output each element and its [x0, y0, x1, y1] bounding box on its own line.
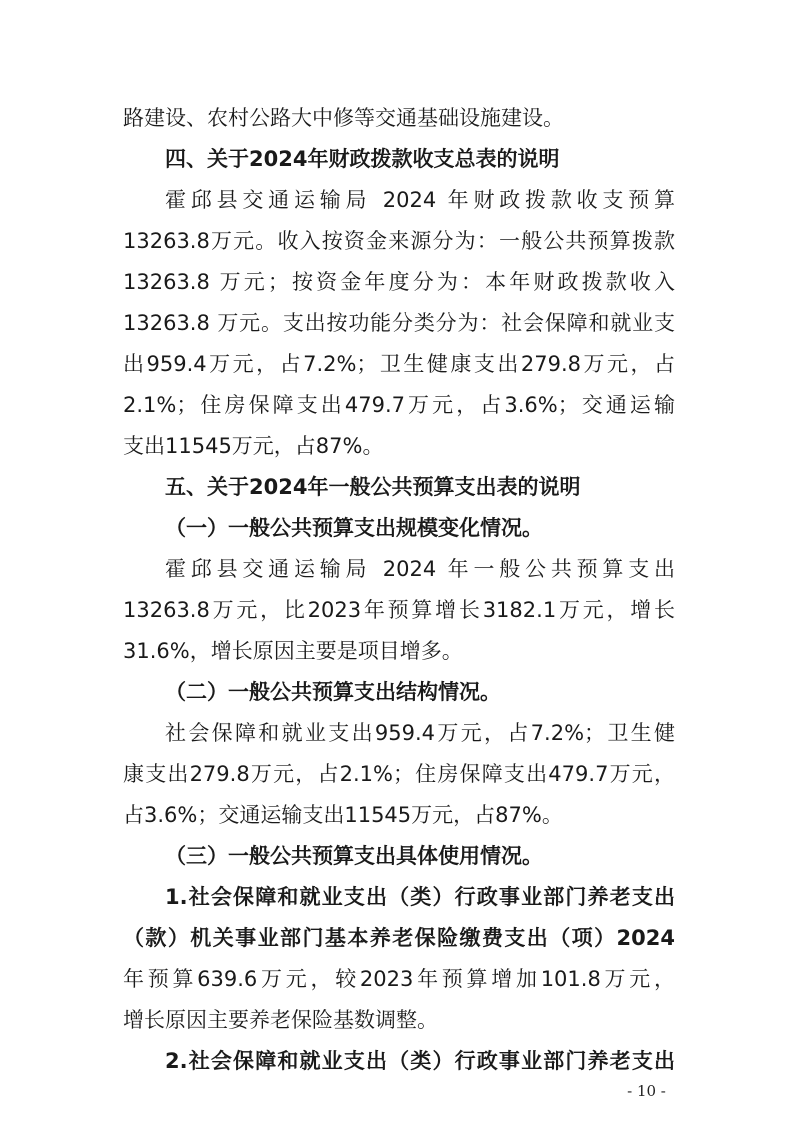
paragraph-line: 年预算639.6万元，较2023年预算增加101.8万元，	[123, 967, 675, 991]
paragraph-line: 康支出279.8万元，占2.1%；住房保障支出479.7万元，	[123, 762, 675, 786]
paragraph-line: 31.6%，增长原因主要是项目增多。	[123, 639, 463, 663]
subsection-heading-1: （一）一般公共预算支出规模变化情况。	[165, 516, 543, 540]
paragraph-line: 支出11545万元，占87%。	[123, 434, 384, 458]
paragraph-line: 霍邱县交通运输局 2024 年一般公共预算支出	[165, 557, 675, 581]
paragraph-line: 占3.6%；交通运输支出11545万元，占87%。	[123, 803, 563, 827]
paragraph-line: 13263.8万元，比2023年预算增长3182.1万元，增长	[123, 598, 675, 622]
section-heading-5: 五、关于2024年一般公共预算支出表的说明	[165, 475, 581, 499]
subsection-heading-3: （三）一般公共预算支出具体使用情况。	[165, 844, 543, 868]
item-heading-1: 1.社会保障和就业支出（类）行政事业部门养老支出	[165, 885, 675, 909]
paragraph-line: 13263.8万元。收入按资金来源分为：一般公共预算拨款	[123, 229, 675, 253]
paragraph-line: 13263.8 万元。支出按功能分类分为：社会保障和就业支	[123, 311, 675, 335]
subsection-heading-2: （二）一般公共预算支出结构情况。	[165, 680, 501, 704]
page-number: - 10 -	[627, 1082, 666, 1100]
item-heading-1-cont: （款）机关事业部门基本养老保险缴费支出（项）2024	[123, 926, 675, 950]
paragraph-line: 出959.4万元，占7.2%；卫生健康支出279.8万元，占	[123, 352, 675, 376]
section-heading-4: 四、关于2024年财政拨款收支总表的说明	[165, 147, 560, 171]
paragraph-line: 霍邱县交通运输局 2024 年财政拨款收支预算	[165, 188, 675, 212]
item-heading-2: 2.社会保障和就业支出（类）行政事业部门养老支出	[165, 1049, 675, 1073]
paragraph-line: 增长原因主要养老保险基数调整。	[123, 1008, 438, 1032]
paragraph-line: 13263.8 万元；按资金年度分为：本年财政拨款收入	[123, 270, 675, 294]
paragraph-line: 路建设、农村公路大中修等交通基础设施建设。	[123, 106, 564, 130]
paragraph-line: 2.1%；住房保障支出479.7万元，占3.6%；交通运输	[123, 393, 675, 417]
paragraph-line: 社会保障和就业支出959.4万元，占7.2%；卫生健	[165, 721, 675, 745]
page-number-wrap	[0, 1082, 793, 1100]
